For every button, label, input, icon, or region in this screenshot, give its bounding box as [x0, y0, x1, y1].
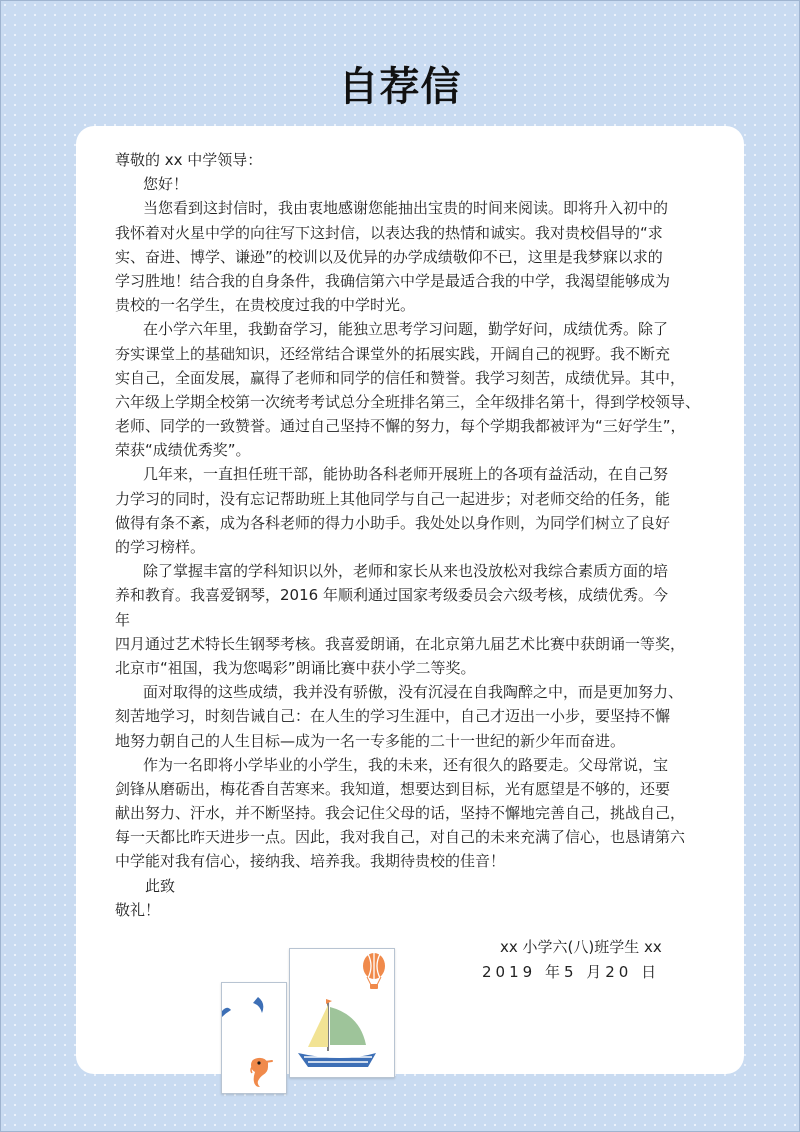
- text-line: 贵校的一名学生，在贵校度过我的中学时光。: [115, 296, 416, 315]
- text-line: 做得有条不紊，成为各科老师的得力小助手。我处处以身作则，为同学们树立了良好: [115, 513, 671, 532]
- seahorse-icon: [251, 1058, 272, 1087]
- text-line: 面对取得的这些成绩，我并没有骄傲，没有沉浸在自我陶醉之中，而是更加努力、: [143, 683, 684, 702]
- decor-stamp-left: [221, 982, 287, 1094]
- decor-stamp-right: [289, 948, 395, 1078]
- text-line: 的学习榜样。: [115, 538, 206, 556]
- greeting: 您好！: [143, 175, 189, 194]
- text-line: 北京市“祖国，我为您喝彩”朗诵比赛中获小学二等奖。: [115, 658, 476, 677]
- text-line: 老师、同学的一致赞誉。通过自己坚持不懈的努力，每个学期我都被评为“三好学生”，: [115, 417, 686, 436]
- closing-line-2: 敬礼！: [115, 900, 161, 919]
- text-line: 几年来，一直担任班干部，能协助各科老师开展班上的各项有益活动，在自己努: [143, 465, 669, 484]
- text-line: 作为一名即将小学毕业的小学生，我的未来，还有很久的路要走。父母常说，宝: [143, 755, 669, 774]
- text-line: 每一天都比昨天进步一点。因此，我对我自己，对自己的未来充满了信心，也恳请第六: [115, 828, 686, 847]
- paragraph-1: [115, 196, 727, 317]
- text-line: 养和教育。我喜爱钢琴，2016 年顺利通过国家考级委员会六级考核，成绩优秀。今: [115, 586, 668, 605]
- text-line: 实自己，全面发展，赢得了老师和同学的信任和赞誉。我学习刻苦，成绩优异。其中，: [115, 368, 686, 387]
- bird-icon: [253, 997, 263, 1013]
- page-title: 自荐信: [338, 64, 462, 110]
- text-line: 我怀着对火星中学的向往写下这封信，以表达我的热情和诚实。我对贵校倡导的“求: [115, 223, 663, 242]
- text-line: 献出努力、汗水，并不断坚持。我会记住父母的话，坚持不懈地完善自己，挑战自己，: [115, 804, 686, 823]
- paragraph-6: [115, 753, 727, 874]
- signature: xx 小学六(八)班学生 xx: [500, 938, 662, 956]
- text-line: 除了掌握丰富的学科知识以外，老师和家长从来也没放松对我综合素质方面的培: [143, 562, 669, 581]
- text-line: 学习胜地！结合我的自身条件，我确信第六中学是最适合我的中学，我渴望能够成为: [115, 271, 671, 290]
- text-line: 实、奋进、博学、谦逊”的校训以及优异的办学成绩敬仰不已，这里是我梦寐以求的: [115, 247, 663, 266]
- text-line: 在小学六年里，我勤奋学习，能独立思考学习问题，勤学好问，成绩优秀。除了: [143, 320, 669, 339]
- text-line: 年: [115, 610, 131, 629]
- text-line: 四月通过艺术特长生钢琴考核。我喜爱朗诵，在北京第九届艺术比赛中获朗诵一等奖，: [115, 634, 686, 653]
- closing-line-1: 此致: [145, 876, 176, 895]
- letter-body: [115, 148, 727, 922]
- hot-air-balloon-icon: [363, 953, 385, 989]
- text-line: 夯实课堂上的基础知识，还经常结合课堂外的拓展实践，开阔自己的视野。我不断充: [115, 344, 671, 363]
- paragraph-2: [115, 317, 727, 462]
- text-line: 剑锋从磨砺出，梅花香自苦寒来。我知道，想要达到目标，光有愿望是不够的，还要: [115, 779, 671, 798]
- paragraph-4: [115, 559, 727, 680]
- paragraph-5: [115, 680, 727, 753]
- text-line: 地努力朝自己的人生目标—成为一名一专多能的二十一世纪的新少年而奋进。: [115, 731, 626, 750]
- text-line: 中学能对我有信心，接纳我、培养我。我期待贵校的佳音！: [115, 852, 506, 871]
- text-line: 力学习的同时，没有忘记帮助班上其他同学与自己一起进步；对老师交给的任务，能: [115, 489, 671, 508]
- text-line: 荣获“成绩优秀奖”。: [115, 441, 251, 460]
- salutation: 尊敬的 xx 中学领导：: [115, 151, 263, 169]
- letter-date: 2019 年5 月20 日: [482, 963, 661, 981]
- paragraph-3: [115, 462, 727, 559]
- text-line: 刻苦地学习，时刻告诫自己：在人生的学习生涯中，自己才迈出一小步，要坚持不懈: [115, 707, 671, 726]
- text-line: 当您看到这封信时，我由衷地感谢您能抽出宝贵的时间来阅读。即将升入初中的: [143, 199, 669, 218]
- sailboat-icon: [298, 999, 376, 1067]
- text-line: 六年级上学期全校第一次统考考试总分全班排名第三，全年级排名第十，得到学校领导、: [115, 392, 701, 411]
